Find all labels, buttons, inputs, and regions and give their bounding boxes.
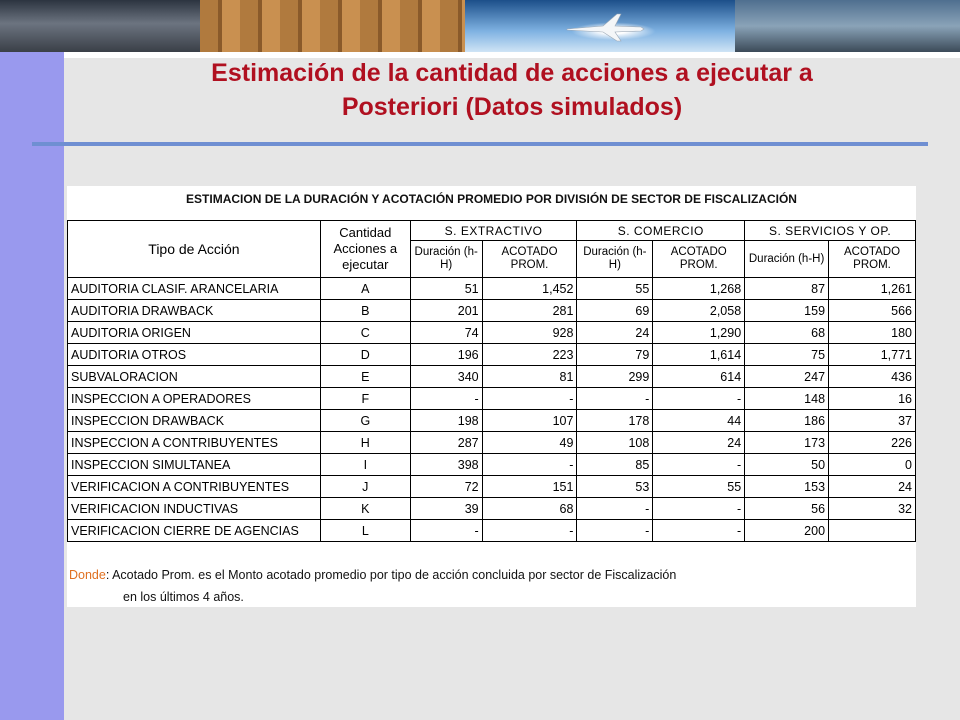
cell-duracion-servicios: 173: [745, 432, 829, 454]
footnote-line-1: [67, 564, 916, 586]
cell-acotado-extractivo: 68: [482, 498, 577, 520]
cell-duracion-comercio: -: [577, 520, 653, 542]
cell-acotado-extractivo: -: [482, 454, 577, 476]
cell-duracion-extractivo: 198: [410, 410, 482, 432]
cell-codigo: F: [320, 388, 410, 410]
cell-acotado-comercio: 2,058: [653, 300, 745, 322]
subheader-acotado-comercio: ACOTADO PROM.: [653, 241, 745, 278]
header-cantidad: Cantidad Acciones a ejecutar: [320, 221, 410, 278]
cell-acotado-servicios: 1,771: [829, 344, 916, 366]
footnote-label: Donde: [69, 568, 106, 582]
cell-duracion-servicios: 68: [745, 322, 829, 344]
cell-duracion-comercio: -: [577, 388, 653, 410]
cell-duracion-extractivo: -: [410, 520, 482, 542]
cell-duracion-comercio: 24: [577, 322, 653, 344]
airplane-icon: [565, 12, 645, 42]
cell-tipo: INSPECCION DRAWBACK: [68, 410, 321, 432]
cell-duracion-comercio: 79: [577, 344, 653, 366]
left-accent-bar: [0, 52, 64, 720]
table-row: [68, 520, 916, 542]
cell-duracion-servicios: 148: [745, 388, 829, 410]
cell-duracion-comercio: 178: [577, 410, 653, 432]
cell-acotado-servicios: 566: [829, 300, 916, 322]
cell-acotado-servicios: 24: [829, 476, 916, 498]
cell-codigo: L: [320, 520, 410, 542]
estimation-table: [67, 220, 916, 542]
cell-codigo: K: [320, 498, 410, 520]
cell-acotado-extractivo: 223: [482, 344, 577, 366]
cell-codigo: B: [320, 300, 410, 322]
table-row: [68, 366, 916, 388]
table-row: [68, 432, 916, 454]
title-line-1: Estimación de la cantidad de acciones a ejecutar a: [211, 59, 813, 87]
cell-duracion-servicios: 186: [745, 410, 829, 432]
subheader-acotado-extractivo: ACOTADO PROM.: [482, 241, 577, 278]
cell-acotado-servicios: 32: [829, 498, 916, 520]
table-row: [68, 454, 916, 476]
cell-codigo: E: [320, 366, 410, 388]
cell-duracion-comercio: 69: [577, 300, 653, 322]
table-body: [68, 278, 916, 542]
cell-acotado-comercio: -: [653, 454, 745, 476]
cell-duracion-extractivo: 398: [410, 454, 482, 476]
cell-acotado-servicios: 16: [829, 388, 916, 410]
footnote-text-1: : Acotado Prom. es el Monto acotado promedio por tipo de acción concluida por sector de Fiscalización: [105, 568, 677, 582]
cell-duracion-extractivo: 287: [410, 432, 482, 454]
cell-duracion-comercio: -: [577, 498, 653, 520]
cell-duracion-extractivo: 39: [410, 498, 482, 520]
cell-acotado-extractivo: 1,452: [482, 278, 577, 300]
cell-acotado-extractivo: 151: [482, 476, 577, 498]
cell-acotado-extractivo: 928: [482, 322, 577, 344]
title-underline: [32, 142, 928, 146]
cell-duracion-comercio: 108: [577, 432, 653, 454]
table-caption: ESTIMACION DE LA DURACIÓN Y ACOTACIÓN PROMEDIO POR DIVISIÓN DE SECTOR DE FISCALIZACIÓN: [186, 192, 797, 206]
table-row: [68, 476, 916, 498]
cell-codigo: A: [320, 278, 410, 300]
cell-tipo: AUDITORIA OTROS: [68, 344, 321, 366]
cell-codigo: H: [320, 432, 410, 454]
header-group-comercio: S. COMERCIO: [577, 221, 745, 241]
cell-duracion-comercio: 53: [577, 476, 653, 498]
cell-tipo: AUDITORIA CLASIF. ARANCELARIA: [68, 278, 321, 300]
cell-codigo: D: [320, 344, 410, 366]
subheader-duracion-comercio: Duración (h-H): [577, 241, 653, 278]
table-row: [68, 498, 916, 520]
cell-acotado-comercio: 614: [653, 366, 745, 388]
cell-acotado-servicios: 436: [829, 366, 916, 388]
cell-codigo: I: [320, 454, 410, 476]
cell-duracion-comercio: 55: [577, 278, 653, 300]
cell-codigo: J: [320, 476, 410, 498]
cell-acotado-comercio: -: [653, 388, 745, 410]
table-footnote: [67, 564, 916, 608]
cell-acotado-comercio: 1,614: [653, 344, 745, 366]
page-title: [64, 56, 960, 124]
cell-duracion-servicios: 200: [745, 520, 829, 542]
cell-duracion-extractivo: 74: [410, 322, 482, 344]
cell-tipo: AUDITORIA ORIGEN: [68, 322, 321, 344]
trucks-photo: [0, 0, 200, 52]
cell-codigo: G: [320, 410, 410, 432]
cell-duracion-extractivo: 201: [410, 300, 482, 322]
cell-acotado-servicios: 1,261: [829, 278, 916, 300]
cell-duracion-servicios: 153: [745, 476, 829, 498]
cell-acotado-comercio: 55: [653, 476, 745, 498]
cell-duracion-comercio: 85: [577, 454, 653, 476]
jet-plane-photo: [465, 0, 735, 52]
cell-acotado-extractivo: 81: [482, 366, 577, 388]
cell-acotado-extractivo: 49: [482, 432, 577, 454]
cell-acotado-servicios: 226: [829, 432, 916, 454]
subheader-duracion-servicios: Duración (h-H): [745, 241, 829, 278]
table-row: [68, 388, 916, 410]
subheader-acotado-servicios: ACOTADO PROM.: [829, 241, 916, 278]
cell-acotado-servicios: 37: [829, 410, 916, 432]
cell-tipo: AUDITORIA DRAWBACK: [68, 300, 321, 322]
cell-tipo: VERIFICACION CIERRE DE AGENCIAS: [68, 520, 321, 542]
cell-duracion-extractivo: 51: [410, 278, 482, 300]
cell-tipo: INSPECCION A CONTRIBUYENTES: [68, 432, 321, 454]
subheader-duracion-extractivo: Duración (h-H): [410, 241, 482, 278]
cell-duracion-comercio: 299: [577, 366, 653, 388]
cell-duracion-extractivo: -: [410, 388, 482, 410]
header-banner: [0, 0, 960, 52]
cell-tipo: VERIFICACION INDUCTIVAS: [68, 498, 321, 520]
cell-acotado-comercio: 24: [653, 432, 745, 454]
table-row: [68, 410, 916, 432]
table-row: [68, 322, 916, 344]
cell-tipo: INSPECCION SIMULTANEA: [68, 454, 321, 476]
cell-acotado-extractivo: 107: [482, 410, 577, 432]
cell-acotado-comercio: -: [653, 520, 745, 542]
title-line-2: Posteriori (Datos simulados): [341, 93, 683, 121]
cell-acotado-comercio: 1,268: [653, 278, 745, 300]
cell-acotado-servicios: 180: [829, 322, 916, 344]
cell-duracion-servicios: 75: [745, 344, 829, 366]
cell-duracion-servicios: 56: [745, 498, 829, 520]
table-panel: [67, 186, 916, 607]
header-tipo: Tipo de Acción: [68, 221, 321, 278]
cell-acotado-comercio: -: [653, 498, 745, 520]
table-row: [68, 300, 916, 322]
cell-codigo: C: [320, 322, 410, 344]
cell-duracion-extractivo: 340: [410, 366, 482, 388]
table-row: [68, 344, 916, 366]
cell-acotado-servicios: 0: [829, 454, 916, 476]
cell-duracion-extractivo: 196: [410, 344, 482, 366]
cargo-boxes-photo: [200, 0, 465, 52]
header-group-extractivo: S. EXTRACTIVO: [410, 221, 577, 241]
cell-duracion-servicios: 87: [745, 278, 829, 300]
cell-tipo: INSPECCION A OPERADORES: [68, 388, 321, 410]
cell-acotado-comercio: 44: [653, 410, 745, 432]
footnote-line-2: en los últimos 4 años.: [123, 590, 244, 604]
cell-acotado-comercio: 1,290: [653, 322, 745, 344]
cell-acotado-extractivo: -: [482, 520, 577, 542]
cell-duracion-servicios: 247: [745, 366, 829, 388]
cell-tipo: VERIFICACION A CONTRIBUYENTES: [68, 476, 321, 498]
cell-duracion-servicios: 50: [745, 454, 829, 476]
cell-acotado-servicios: [829, 520, 916, 542]
cell-duracion-servicios: 159: [745, 300, 829, 322]
cell-acotado-extractivo: -: [482, 388, 577, 410]
header-group-servicios: S. SERVICIOS Y OP.: [745, 221, 916, 241]
cell-tipo: SUBVALORACION: [68, 366, 321, 388]
table-row: [68, 278, 916, 300]
cell-acotado-extractivo: 281: [482, 300, 577, 322]
port-cranes-photo: [735, 0, 960, 52]
cell-duracion-extractivo: 72: [410, 476, 482, 498]
